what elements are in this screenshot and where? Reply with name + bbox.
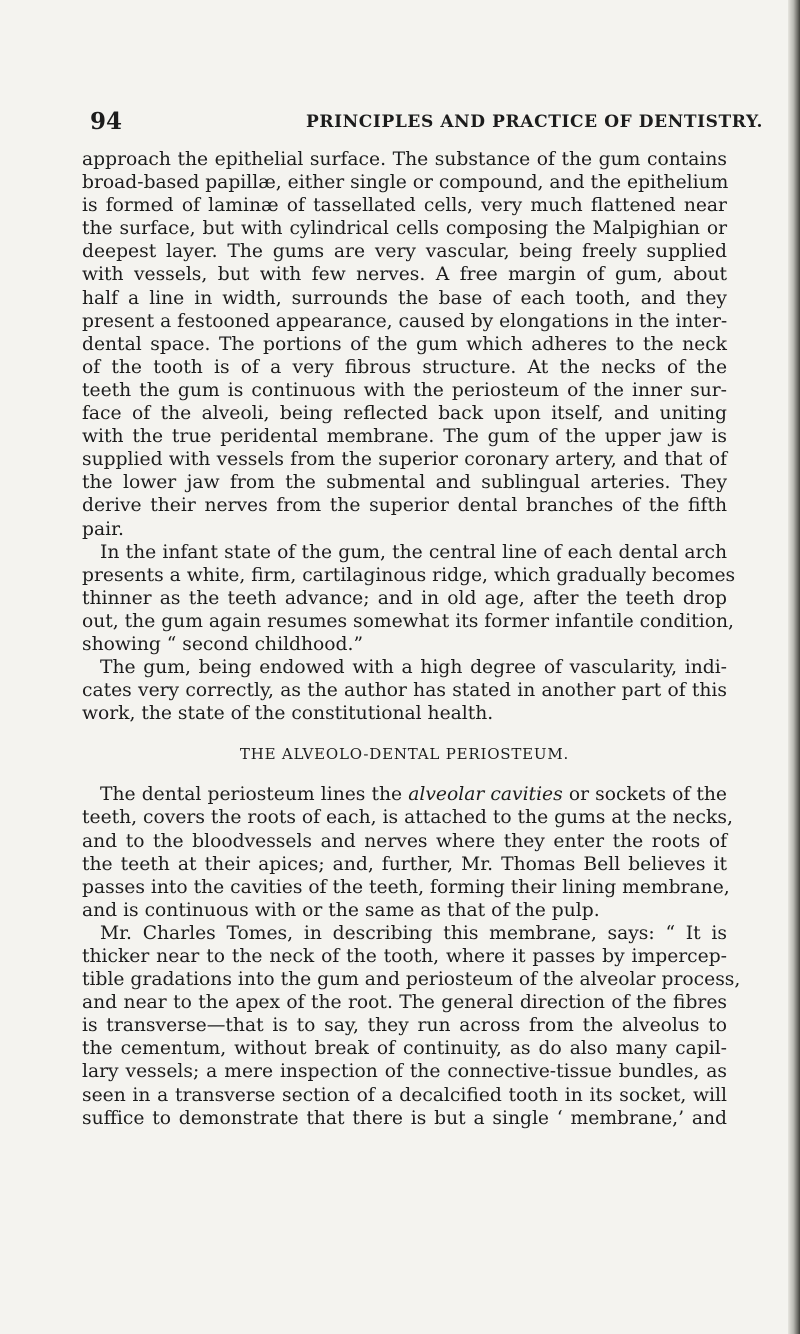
italic-term: alveolar cavities — [408, 784, 563, 806]
text-line: teeth the gum is continuous with the periosteum of the inner sur- — [82, 379, 727, 401]
paragraph-vascularity — [82, 656, 727, 725]
section-heading: THE ALVEOLO-DENTAL PERIOSTEUM. — [239, 745, 570, 764]
text-line: with vessels, but with few nerves. A free margin of gum, about — [82, 264, 727, 286]
page-number: 94 — [90, 108, 123, 135]
text-line: the lower jaw from the submental and sublingual arteries. They — [82, 472, 727, 494]
text-line: the teeth at their apices; and, further, Mr. Thomas Bell believes it — [82, 853, 727, 875]
text-line: is transverse—that is to say, they run across from the alveolus to — [82, 1015, 727, 1037]
text-line: thicker near to the neck of the tooth, where it passes by impercep- — [82, 946, 727, 967]
text-line: deepest layer. The gums are very vascular, being freely supplied — [82, 241, 727, 263]
text-line: presents a white, firm, cartilaginous ridge, which gradually becomes — [82, 564, 736, 586]
text-line: out, the gum again resumes somewhat its former infantile condition, — [82, 610, 734, 632]
text-line: cates very correctly, as the author has stated in another part of this — [82, 680, 727, 702]
paragraph-gum-structure — [82, 148, 727, 541]
text-line: broad-based papillæ, either single or compound, and the epithelium — [82, 172, 729, 194]
text-run: The dental periosteum lines the — [100, 784, 409, 806]
text-line: pair. — [82, 518, 124, 540]
text-line: work, the state of the constitutional health. — [82, 703, 494, 725]
running-head — [90, 108, 764, 136]
text-line: thinner as the teeth advance; and in old age, after the teeth drop — [82, 587, 727, 609]
text-line: tible gradations into the gum and periosteum of the alveolar process, — [82, 969, 741, 991]
text-line: of the tooth is of a very fibrous structure. At the necks of the — [82, 356, 727, 378]
text-line: is formed of laminæ of tassellated cells, very much flattened near — [82, 195, 727, 217]
text-line: face of the alveoli, being reflected back upon itself, and uniting — [82, 403, 727, 425]
text-line: and near to the apex of the root. The general direction of the fibres — [82, 992, 727, 1014]
text-line: the surface, but with cylindrical cells composing the Malpighian or — [82, 218, 727, 240]
text-line: half a line in width, surrounds the base of each tooth, and they — [82, 287, 727, 309]
text-line: suffice to demonstrate that there is but a single ‘ membrane,’ and — [82, 1107, 727, 1129]
text-line: showing “ second childhood.” — [82, 633, 363, 655]
paragraph-infant-gum — [82, 541, 736, 656]
text-line: seen in a transverse section of a decalcified tooth in its socket, will — [82, 1084, 727, 1106]
text-line: present a festooned appearance, caused by elongations in the inter- — [82, 310, 728, 332]
text-line: The gum, being endowed with a high degree of vascularity, indi- — [100, 657, 727, 679]
paragraph-dental-periosteum — [82, 783, 733, 922]
text-run: or sockets of the — [562, 784, 727, 806]
text-line: teeth, covers the roots of each, is attached to the gums at the necks, — [82, 807, 733, 829]
text-line: passes into the cavities of the teeth, forming their lining membrane, — [82, 876, 730, 898]
text-line: and to the bloodvessels and nerves where they enter the roots of — [82, 830, 727, 852]
text-line: Mr. Charles Tomes, in describing this membrane, says: “ It is — [100, 922, 727, 944]
text-line: derive their nerves from the superior dental branches of the fifth — [82, 495, 727, 517]
text-line: In the infant state of the gum, the central line of each dental arch — [100, 541, 727, 563]
page-edge-shadow — [788, 0, 800, 1334]
paragraph-tomes-quote — [82, 922, 741, 1130]
running-title: PRINCIPLES AND PRACTICE OF DENTISTRY. — [306, 112, 764, 132]
text-line: supplied with vessels from the superior coronary artery, and that of — [82, 449, 727, 471]
text-line: approach the epithelial surface. The substance of the gum contains — [82, 149, 727, 170]
text-line: dental space. The portions of the gum which adheres to the neck — [82, 333, 727, 355]
text-line: and is continuous with or the same as that of the pulp. — [82, 899, 600, 921]
text-line: the cementum, without break of continuity, as do also many capil- — [82, 1038, 727, 1060]
text-line: lary vessels; a mere inspection of the connective-tissue bundles, as — [82, 1061, 727, 1083]
text-line — [82, 783, 727, 806]
body-text — [82, 148, 741, 1130]
text-line: with the true peridental membrane. The gum of the upper jaw is — [82, 426, 727, 448]
